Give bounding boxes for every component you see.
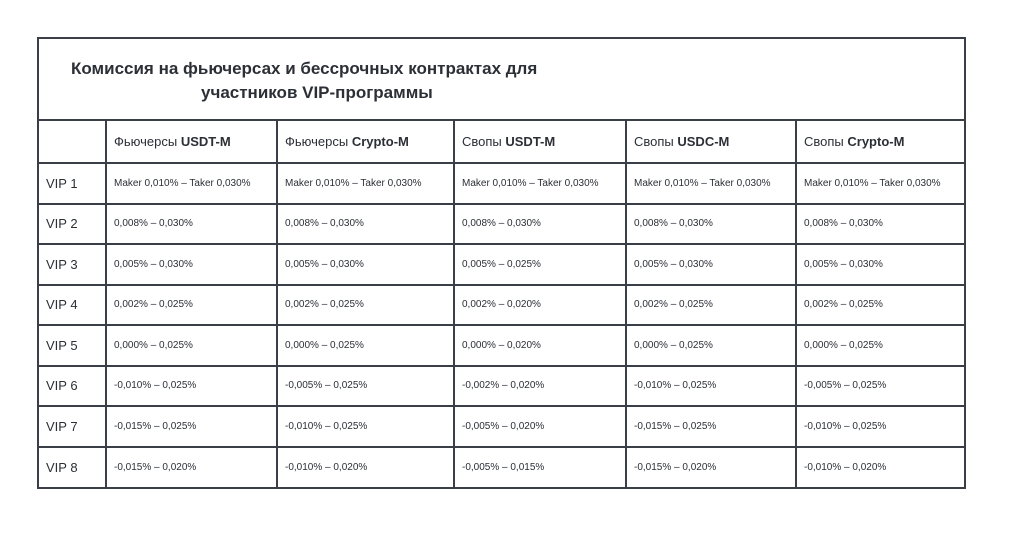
fee-cell: Maker 0,010% – Taker 0,030% (796, 163, 964, 204)
fee-cell: 0,002% – 0,025% (106, 285, 277, 326)
fee-cell: Maker 0,010% – Taker 0,030% (454, 163, 626, 204)
fee-cell: Maker 0,010% – Taker 0,030% (626, 163, 796, 204)
fee-cell: 0,000% – 0,020% (454, 325, 626, 366)
column-header-swaps-usdt-m (454, 121, 626, 163)
fee-cell: 0,005% – 0,030% (277, 244, 454, 285)
fee-cell: 0,005% – 0,030% (796, 244, 964, 285)
column-header-prefix: Фьючерсы (114, 134, 181, 149)
fee-cell: 0,008% – 0,030% (106, 204, 277, 245)
corner-cell (39, 121, 106, 163)
fee-table-frame (37, 37, 966, 489)
fee-cell: -0,010% – 0,025% (796, 406, 964, 447)
fee-cell: -0,010% – 0,025% (106, 366, 277, 407)
fee-cell: 0,008% – 0,030% (277, 204, 454, 245)
fee-cell: -0,015% – 0,020% (626, 447, 796, 488)
vip-level: VIP 4 (39, 285, 106, 326)
fee-cell: -0,015% – 0,025% (106, 406, 277, 447)
vip-level: VIP 2 (39, 204, 106, 245)
fee-cell: -0,005% – 0,015% (454, 447, 626, 488)
fee-cell: Maker 0,010% – Taker 0,030% (277, 163, 454, 204)
column-header-futures-crypto-m (277, 121, 454, 163)
column-header-prefix: Фьючерсы (285, 134, 352, 149)
fee-cell: -0,010% – 0,025% (277, 406, 454, 447)
table-header-row (39, 121, 964, 163)
fee-cell: -0,010% – 0,025% (626, 366, 796, 407)
column-header-suffix: USDC-M (677, 134, 730, 149)
table-row (39, 406, 964, 447)
fee-cell: 0,008% – 0,030% (626, 204, 796, 245)
fee-cell: 0,008% – 0,030% (796, 204, 964, 245)
column-header-suffix: Crypto-M (847, 134, 905, 149)
fee-cell: -0,002% – 0,020% (454, 366, 626, 407)
column-header-swaps-crypto-m (796, 121, 964, 163)
title-block (39, 39, 964, 121)
fee-cell: -0,005% – 0,025% (796, 366, 964, 407)
vip-level: VIP 3 (39, 244, 106, 285)
column-header-prefix: Свопы (634, 134, 678, 149)
fee-cell: 0,002% – 0,025% (796, 285, 964, 326)
title-line-1: Комиссия на фьючерсах и бессрочных контрактах для (71, 59, 538, 78)
fee-cell: 0,002% – 0,025% (626, 285, 796, 326)
fee-cell: -0,005% – 0,020% (454, 406, 626, 447)
table-row (39, 204, 964, 245)
column-header-futures-usdt-m (106, 121, 277, 163)
vip-level: VIP 6 (39, 366, 106, 407)
fee-cell: -0,015% – 0,025% (626, 406, 796, 447)
vip-level: VIP 7 (39, 406, 106, 447)
fee-cell: 0,000% – 0,025% (106, 325, 277, 366)
fee-cell: -0,015% – 0,020% (106, 447, 277, 488)
table-row (39, 244, 964, 285)
vip-level: VIP 1 (39, 163, 106, 204)
fee-cell: -0,010% – 0,020% (277, 447, 454, 488)
fee-cell: 0,002% – 0,025% (277, 285, 454, 326)
fee-cell: 0,005% – 0,025% (454, 244, 626, 285)
fee-cell: 0,005% – 0,030% (106, 244, 277, 285)
column-header-prefix: Свопы (462, 134, 506, 149)
fee-cell: 0,005% – 0,030% (626, 244, 796, 285)
table-row (39, 163, 964, 204)
fee-cell: 0,000% – 0,025% (626, 325, 796, 366)
title-line-2: участников VIP-программы (201, 83, 433, 102)
vip-level: VIP 5 (39, 325, 106, 366)
fee-cell: Maker 0,010% – Taker 0,030% (106, 163, 277, 204)
vip-level: VIP 8 (39, 447, 106, 488)
fee-cell: 0,000% – 0,025% (796, 325, 964, 366)
table-row (39, 285, 964, 326)
fee-cell: -0,010% – 0,020% (796, 447, 964, 488)
fee-cell: 0,008% – 0,030% (454, 204, 626, 245)
fee-cell: 0,000% – 0,025% (277, 325, 454, 366)
table-row (39, 447, 964, 488)
fee-cell: -0,005% – 0,025% (277, 366, 454, 407)
column-header-suffix: USDT-M (505, 134, 556, 149)
table-row (39, 366, 964, 407)
column-header-swaps-usdc-m (626, 121, 796, 163)
column-header-suffix: Crypto-M (351, 134, 409, 149)
fee-table (39, 121, 964, 487)
fee-cell: 0,002% – 0,020% (454, 285, 626, 326)
column-header-suffix: USDT-M (180, 134, 231, 149)
table-row (39, 325, 964, 366)
column-header-prefix: Свопы (804, 134, 848, 149)
